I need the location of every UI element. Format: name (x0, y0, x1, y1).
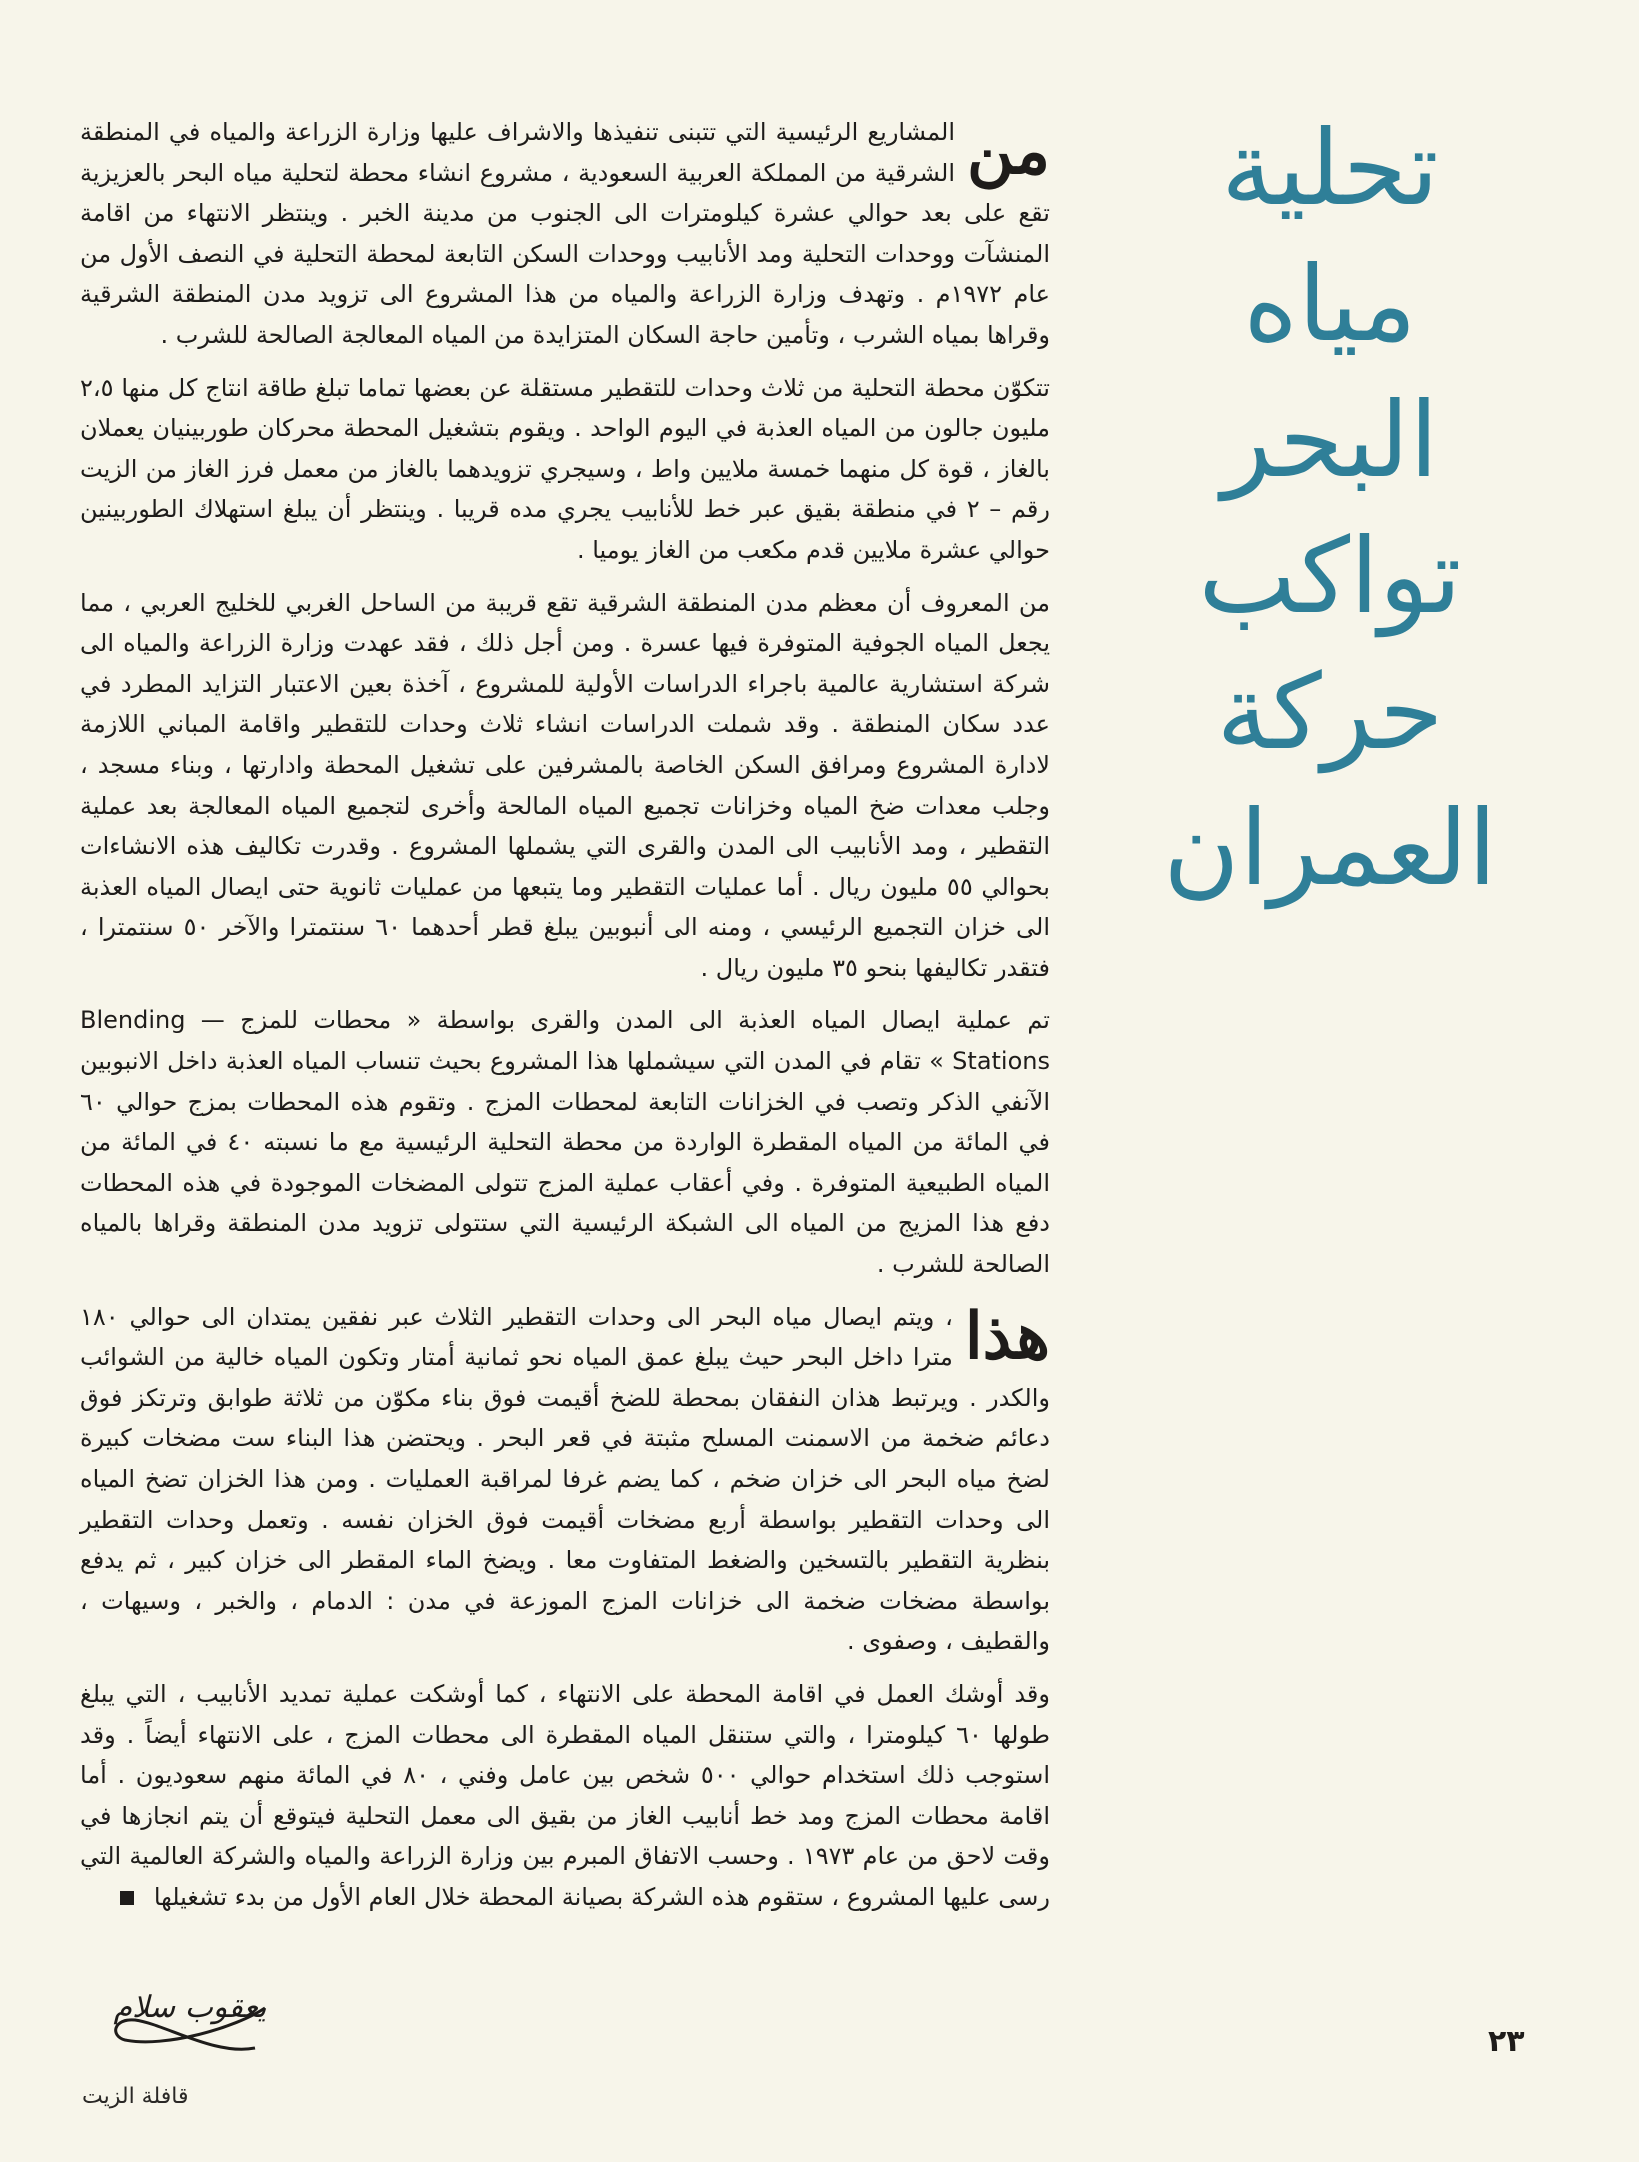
title-line-1: تحلية (1221, 107, 1439, 229)
paragraph-text: تتكوّن محطة التحلية من ثلاث وحدات للتقطير مستقلة عن بعضها تماما تبلغ طاقة انتاج كل منها ٢،٥ مليون جالون من المياه العذبة في اليوم الواحد . ويقوم بتشغيل المحطة محركان طوربينيان يعملان بالغاز ، قوة كل منهما خمسة ملايين واط ، وسيجري تزويدهما بالغاز من معمل فرز الغاز من الزيت رقم – ٢ في منطقة بقيق عبر خط للأنابيب يجري مده قريبا . وينتظر أن يبلغ استهلاك الطوربينين حوالي عشرة ملايين قدم مكعب من الغاز يوميا . (80, 373, 1050, 564)
title-line-2: مياه (1243, 243, 1417, 365)
end-of-article-square (120, 1891, 134, 1905)
paragraph-2 (80, 368, 1050, 571)
title-line-5: حركة (1216, 651, 1444, 773)
article-title (1070, 100, 1590, 909)
paragraph-5 (80, 1297, 1050, 1662)
drop-initial: هذا (964, 1298, 1050, 1374)
paragraph-3 (80, 583, 1050, 989)
paragraph-text: المشاريع الرئيسية التي تتبنى تنفيذها والاشراف عليها وزارة الزراعة والمياه في المنطقة الشرقية من المملكة العربية السعودية ، مشروع انشاء محطة لتحلية مياه البحر بالعزيزية تقع على بعد حوالي عشرة كيلومترات الى الجنوب من مدينة الخبر . وينتظر الانتهاء من اقامة المنشآت ووحدات التحلية ومد الأنابيب ووحدات السكن التابعة لمحطة التحلية في النصف الأول من عام ١٩٧٢م . وتهدف وزارة الزراعة والمياه من هذا المشروع الى تزويد مدن المنطقة الشرقية وقراها بمياه الشرب ، وتأمين حاجة السكان المتزايدة من المياه المعالجة الصالحة للشرب . (80, 118, 1050, 349)
title-line-3: البحر (1221, 379, 1439, 501)
magazine-name-footer: قافلة الزيت (82, 2084, 189, 2109)
page-number: ٢٣ (1488, 2024, 1525, 2059)
title-line-6: العمران (1163, 787, 1497, 909)
paragraph-4 (80, 1000, 1050, 1284)
paragraph-text: تم عملية ايصال المياه العذبة الى المدن والقرى بواسطة « محطات للمزج — Blending Stations » تقام في المدن التي سيشملها هذا المشروع بحيث تنساب المياه العذبة داخل الانبوبين الآنفي الذكر وتصب في الخزانات التابعة لمحطات المزج . وتقوم هذه المحطات بمزج حوالي ٦٠ في المائة من المياه المقطرة الواردة من محطة التحلية الرئيسية مع ما نسبته ٤٠ في المائة من المياه الطبيعية المتوفرة . وفي أعقاب عملية المزج تتولى المضخات الموجودة في هذه المحطات دفع هذا المزيج من المياه الى الشبكة الرئيسية التي ستتولى تزويد مدن المنطقة وقراها بالمياه الصالحة للشرب . (80, 1006, 1051, 1279)
author-signature: يعقوب سلام (113, 1990, 267, 2025)
drop-initial: من (967, 114, 1050, 189)
paragraph-1 (80, 112, 1050, 356)
title-line-4: تواكب (1198, 515, 1462, 637)
paragraph-text: وقد أوشك العمل في اقامة المحطة على الانتهاء ، كما أوشكت عملية تمديد الأنابيب ، التي يبلغ طولها ٦٠ كيلومترا ، والتي ستنقل المياه المقطرة الى محطات المزج ، على الانتهاء أيضاً . وقد استوجب ذلك استخدام حوالي ٥٠٠ شخص بين عامل وفني ، ٨٠ في المائة منهم سعوديون . أما اقامة محطات المزج ومد خط أنابيب الغاز من بقيق الى معمل التحلية فيتوقع أن يتم انجازها في وقت لاحق من عام ١٩٧٣ . وحسب الاتفاق المبرم بين وزارة الزراعة والمياه والشركة العالمية التي رسى عليها المشروع ، ستقوم هذه الشركة بصيانة المحطة خلال العام الأول من بدء تشغيلها (80, 1679, 1050, 1911)
paragraph-text: ، ويتم ايصال مياه البحر الى وحدات التقطير الثلاث عبر نفقين يمتدان الى حوالي ١٨٠ مترا داخل البحر حيث يبلغ عمق المياه نحو ثمانية أمتار وتكون المياه خالية من الشوائب والكدر . ويرتبط هذان النفقان بمحطة للضخ أقيمت فوق بناء مكوّن من ثلاثة طوابق وترتكز فوق دعائم ضخمة من الاسمنت المسلح مثبتة في قعر البحر . ويحتضن هذا البناء ست مضخات كبيرة لضخ مياه البحر الى خزان ضخم ، كما يضم غرفا لمراقبة العمليات . ومن هذا الخزان تضخ المياه الى وحدات التقطير بواسطة أربع مضخات أقيمت فوق الخزان نفسه . وتعمل وحدات التقطير بنظرية التقطير بالتسخين والضغط المتفاوت معا . ويضخ الماء المقطر الى خزان كبير ، ثم يدفع بواسطة مضخات ضخمة الى خزانات المزج الموزعة في مدن : الدمام ، والخبر ، وسيهات ، والقطيف ، وصفوى . (80, 1302, 1050, 1656)
paragraph-text: من المعروف أن معظم مدن المنطقة الشرقية تقع قريبة من الساحل الغربي للخليج العربي ، مما يجعل المياه الجوفية المتوفرة فيها عسرة . ومن أجل ذلك ، فقد عهدت وزارة الزراعة والمياه الى شركة استشارية عالمية باجراء الدراسات الأولية للمشروع ، آخذة بعين الاعتبار التزايد المطرد في عدد سكان المنطقة . وقد شملت الدراسات انشاء ثلاث وحدات للتقطير واقامة المباني اللازمة لادارة المشروع ومرافق السكن الخاصة بالمشرفين على تشغيل المحطة وادارتها ، وبناء مسجد ، وجلب معدات ضخ المياه وخزانات تجميع المياه المالحة وأخرى لتجميع المياه المعالجة بعد عملية التقطير ، ومد الأنابيب الى المدن والقرى التي يشملها المشروع . وقدرت تكاليف هذه الانشاءات بحوالي ٥٥ مليون ريال . أما عمليات التقطير وما يتبعها من عمليات ثانوية حتى ايصال المياه العذبة الى خزان التجميع الرئيسي ، ومنه الى أنبوبين يبلغ قطر أحدهما ٦٠ سنتمترا والآخر ٥٠ سنتمترا ، فتقدر تكاليفها بنحو ٣٥ مليون ريال . (80, 588, 1051, 982)
article-body (80, 112, 1050, 1930)
paragraph-6 (80, 1674, 1050, 1918)
